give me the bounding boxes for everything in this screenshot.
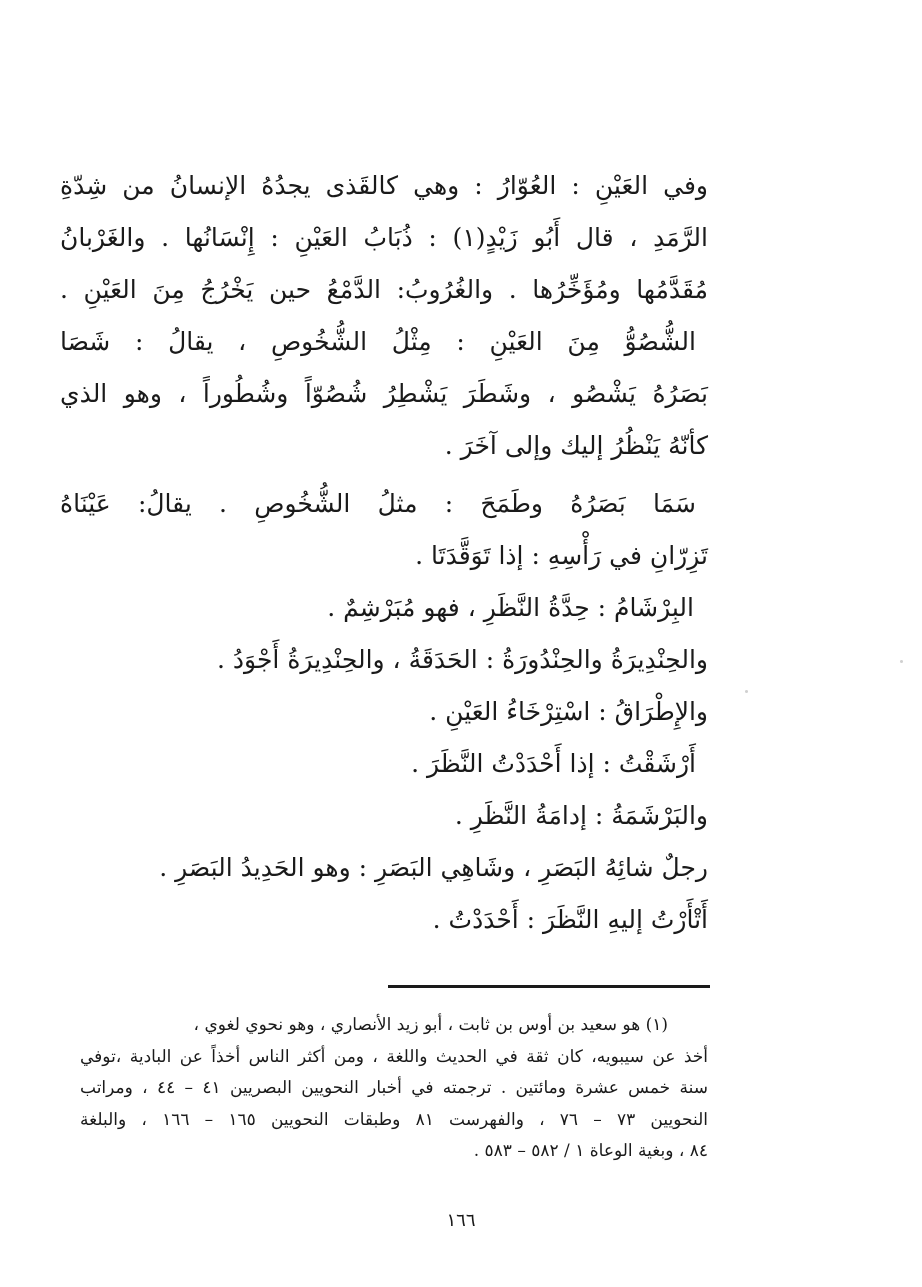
text-line: وفي العَيْنِ : العُوّارُ : وهي كالقَذى يجدُهُ الإنسانُ من شِدّةِ [60,171,708,200]
footnote-line: النحويين ٧٣ – ٧٦ ، والفهرست ٨١ وطبقات النحويين ١٦٥ – ١٦٦ ، والبلغة [80,1109,709,1130]
main-text [60,160,708,946]
text-line: والإِطْرَاقُ : اسْتِرْخَاءُ العَيْنِ . [429,697,708,726]
footnote-line: ٨٤ ، وبغية الوعاة ١ / ٥٨٢ – ٥٨٣ . [473,1141,708,1161]
text-line: البِرْشَامُ : حِدَّةُ النَّظَرِ ، فهو مُبَرْشِمٌ . [327,593,694,622]
text-line: أَتْأَرْتُ إليهِ النَّظَرَ : أَحْدَدْتُ . [432,905,708,934]
text-line: والبَرْشَمَةُ : إدامَةُ النَّظَرِ . [454,801,708,830]
text-line: بَصَرُهُ يَشْصُو ، وشَطَرَ يَشْطِرُ شُصُوّاً وشُطُوراً ، وهو الذي [60,379,708,408]
text-line: والحِنْدِيرَةُ والحِنْدُورَةُ : الحَدَقَةُ ، والحِنْدِيرَةُ أَجْوَدُ . [217,645,708,674]
scan-speck [900,660,903,663]
page-number: ١٦٦ [446,1210,476,1231]
text-line: مُقَدَّمُها ومُؤَخِّرُها . والغُرُوبُ: الدَّمْعُ حين يَخْرُجُ مِنَ العَيْنِ . [60,275,708,304]
text-line: أَرْشَقْتُ : إذا أَحْدَدْتُ النَّظَرَ . [411,749,696,778]
text-line: تَزِرّانِ في رَأْسِهِ : إذا تَوَقَّدَتَا . [415,541,708,570]
footnotes [80,1010,708,1168]
footnote-separator [388,985,710,988]
text-line: كأنّهُ يَنْظُرُ إليك وإلى آخَرَ . [444,431,708,460]
text-line: سَمَا بَصَرُهُ وطَمَحَ : مثلُ الشُّخُوصِ . يقالُ: عَيْنَاهُ [60,489,696,518]
footnote-line: (١) هو سعيد بن أوس بن ثابت ، أبو زيد الأنصاري ، وهو نحوي لغوي ، [193,1015,668,1035]
text-line: الرَّمَدِ ، قال أَبُو زَيْدٍ(١) : ذُبَابُ العَيْنِ : إِنْسَانُها . والغَرْبانُ [60,223,708,252]
footnote-line: سنة خمس عشرة ومائتين . ترجمته في أخبار النحويين البصريين ٤١ – ٤٤ ، ومراتب [80,1078,708,1098]
text-line: الشُّصُوُّ مِنَ العَيْنِ : مِثْلُ الشُّخُوصِ ، يقالُ : شَصَا [60,327,696,356]
footnote-line: أخذ عن سيبويه، كان ثقة في الحديث واللغة ، ومن أكثر الناس أخذاً عن البادية ،توفي [80,1046,708,1067]
scan-speck [745,690,748,693]
text-line: رجلٌ شائِهُ البَصَرِ ، وشَاهِي البَصَرِ : وهو الحَدِيدُ البَصَرِ . [159,853,708,882]
